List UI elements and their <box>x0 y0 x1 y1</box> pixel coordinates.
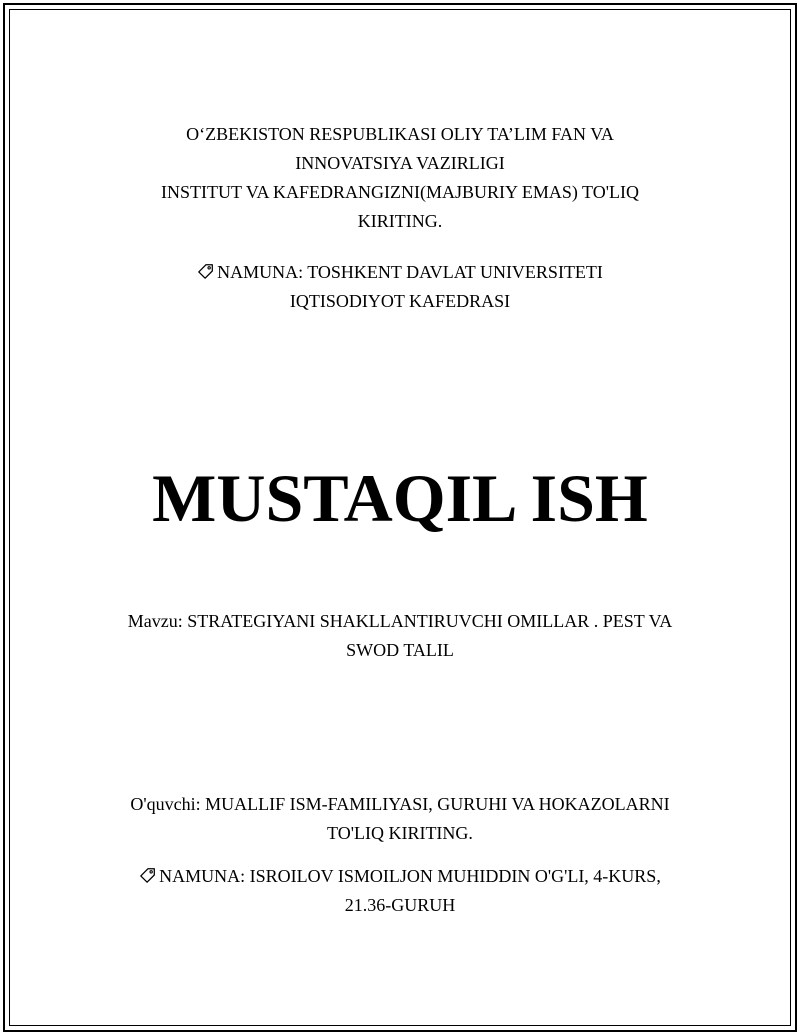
tag-icon <box>197 262 215 280</box>
student-line: TO'LIQ KIRITING. <box>327 823 473 843</box>
student-example-line <box>100 862 700 891</box>
student-example-block <box>100 862 700 920</box>
header-example-line: IQTISODIYOT KAFEDRASI <box>289 291 511 311</box>
header-line: O‘ZBEKISTON RESPUBLIKASI OLIY TA’LIM FAN VA <box>186 124 614 144</box>
header-line: INSTITUT VA KAFEDRANGIZNI(MAJBURIY EMAS) TO'LIQ <box>161 182 639 202</box>
student-line: O'quvchi: MUALLIF ISM-FAMILIYASI, GURUHI VA HOKAZOLARNI <box>130 794 670 814</box>
header-example-line <box>100 258 700 287</box>
topic-line: SWOD TALIL <box>346 640 454 660</box>
topic-block <box>100 607 700 665</box>
student-example-line: 21.36-GURUH <box>344 895 456 915</box>
header-example-text: NAMUNA: TOSHKENT DAVLAT UNIVERSITETI <box>217 262 603 282</box>
topic-line: Mavzu: STRATEGIYANI SHAKLLANTIRUVCHI OMILLAR . PEST VA <box>127 611 673 631</box>
student-block <box>100 790 700 848</box>
page-title: MUSTAQIL ISH <box>152 460 648 536</box>
header-example-block <box>100 258 700 316</box>
student-example-text: NAMUNA: ISROILOV ISMOILJON MUHIDDIN O'G'LI, 4-KURS, <box>159 866 661 886</box>
header-line: INNOVATSIYA VAZIRLIGI <box>295 153 505 173</box>
tag-icon <box>139 866 157 884</box>
header-block <box>100 120 700 236</box>
header-line: KIRITING. <box>357 211 443 231</box>
